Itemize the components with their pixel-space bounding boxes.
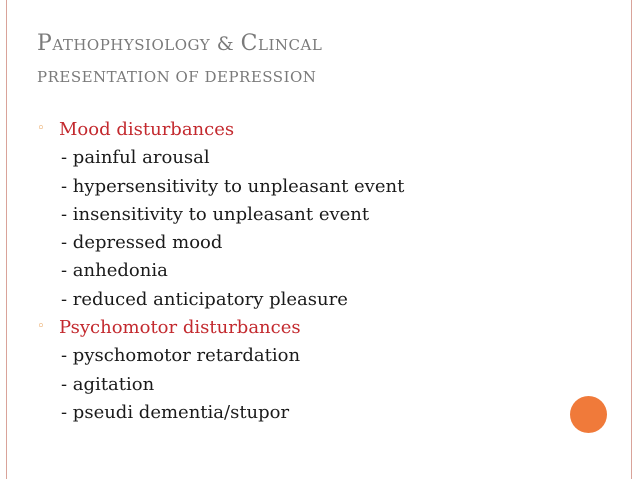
title-initial-p: P — [37, 31, 53, 56]
list-item: - pseudi dementia/stupor — [61, 401, 290, 423]
hollow-circle-icon: ◦ — [37, 319, 45, 335]
list-item: - agitation — [61, 373, 155, 395]
slide-title-line-2: PRESENTATION OF DEPRESSION — [37, 68, 317, 86]
title-ampersand: & — [210, 33, 241, 55]
slide-frame-left-border — [6, 0, 7, 479]
title-word-clincal: LINCAL — [258, 36, 323, 54]
title-initial-c: C — [240, 31, 259, 56]
title-word-pathophysiology: ATHOPHYSIOLOGY — [52, 36, 211, 54]
list-item: - hypersensitivity to unpleasant event — [61, 175, 405, 197]
list-item: - depressed mood — [61, 232, 223, 254]
section-heading: Psychomotor disturbances — [59, 317, 301, 339]
list-item: - anhedonia — [61, 260, 168, 282]
slide-title — [37, 28, 597, 93]
section-heading: Mood disturbances — [59, 119, 235, 140]
slide-title-line-1 — [37, 28, 597, 61]
slide-body — [37, 116, 597, 427]
list-item: - insensitivity to unpleasant event — [61, 203, 370, 225]
list-item: - pyschomotor retardation — [61, 345, 301, 367]
list-item: - reduced anticipatory pleasure — [61, 288, 348, 310]
list-item: - painful arousal — [61, 147, 210, 169]
section-mood-heading-row — [37, 116, 597, 144]
slide-frame-right-border — [631, 0, 632, 479]
hollow-circle-icon: ◦ — [37, 121, 45, 136]
section-psychomotor-heading-row — [37, 314, 597, 342]
orange-circle-decoration — [570, 396, 607, 433]
